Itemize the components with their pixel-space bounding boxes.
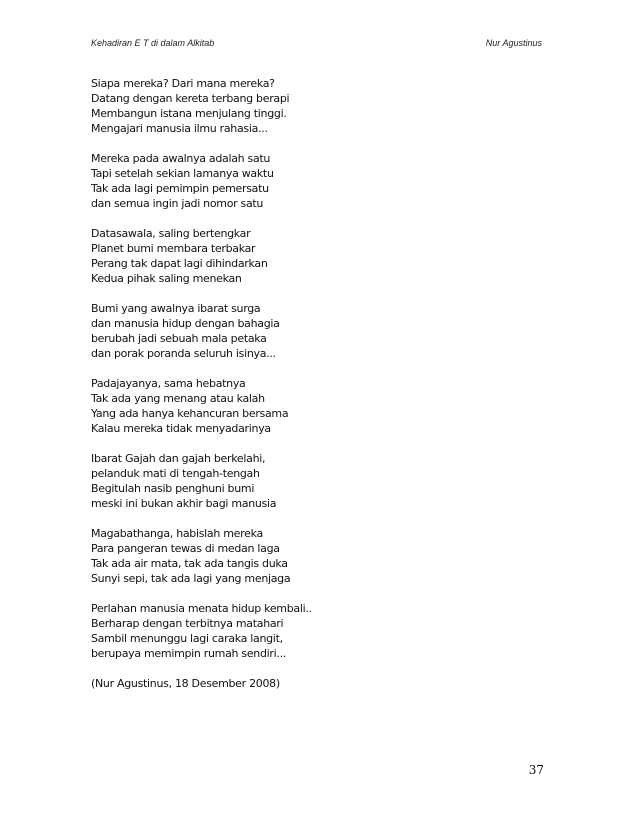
stanza [91,376,551,436]
poem-line: Tak ada lagi pemimpin pemersatu [91,182,269,195]
poem-line: dan porak poranda seluruh isinya... [91,347,276,360]
stanza [91,301,551,361]
poem-line: Begitulah nasib penghuni bumi [91,482,255,495]
poem-line: Planet bumi membara terbakar [91,242,256,255]
stanza [91,76,551,136]
poem-line: berubah jadi sebuah mala petaka [91,332,267,345]
poem-line: meski ini bukan akhir bagi manusia [91,497,277,510]
poem-line: Bumi yang awalnya ibarat surga [91,302,261,315]
poem-line: Perang tak dapat lagi dihindarkan [91,257,268,270]
poem-line: Siapa mereka? Dari mana mereka? [91,77,275,90]
poem-line: Berharap dengan terbitnya matahari [91,617,284,630]
poem-line: Kalau mereka tidak menyadarinya [91,422,271,435]
poem-line: Mengajari manusia ilmu rahasia... [91,122,268,135]
poem-line: Sambil menunggu lagi caraka langit, [91,632,283,645]
stanza [91,601,551,661]
poem-line: pelanduk mati di tengah-tengah [91,467,260,480]
page-number: 37 [528,763,544,777]
running-header [91,38,542,52]
poem-signature: (Nur Agustinus, 18 Desember 2008) [91,677,280,690]
header-author: Nur Agustinus [485,38,542,48]
stanza [91,451,551,511]
stanza [91,526,551,586]
stanza [91,151,551,211]
poem-line: Para pangeran tewas di medan laga [91,542,280,555]
poem-line: Membangun istana menjulang tinggi. [91,107,287,120]
header-book-title: Kehadiran E T di dalam Alkitab [91,38,215,48]
poem-line: Magabathanga, habislah mereka [91,527,263,540]
poem-line: Ibarat Gajah dan gajah berkelahi, [91,452,266,465]
poem-line: Tapi setelah sekian lamanya waktu [91,167,274,180]
poem-line: Perlahan manusia menata hidup kembali.. [91,602,312,615]
stanza [91,226,551,286]
poem-line: Yang ada hanya kehancuran bersama [91,407,289,420]
poem-line: Datang dengan kereta terbang berapi [91,92,290,105]
poem-line: Kedua pihak saling menekan [91,272,242,285]
poem-line: dan semua ingin jadi nomor satu [91,197,264,210]
poem-line: dan manusia hidup dengan bahagia [91,317,280,330]
poem-line: Sunyi sepi, tak ada lagi yang menjaga [91,572,291,585]
poem-line: Tak ada air mata, tak ada tangis duka [91,557,288,570]
poem [91,76,551,691]
poem-line: Mereka pada awalnya adalah satu [91,152,271,165]
poem-line: Datasawala, saling bertengkar [91,227,251,240]
poem-line: berupaya memimpin rumah sendiri... [91,647,286,660]
poem-line: Tak ada yang menang atau kalah [91,392,265,405]
poem-line: Padajayanya, sama hebatnya [91,377,246,390]
